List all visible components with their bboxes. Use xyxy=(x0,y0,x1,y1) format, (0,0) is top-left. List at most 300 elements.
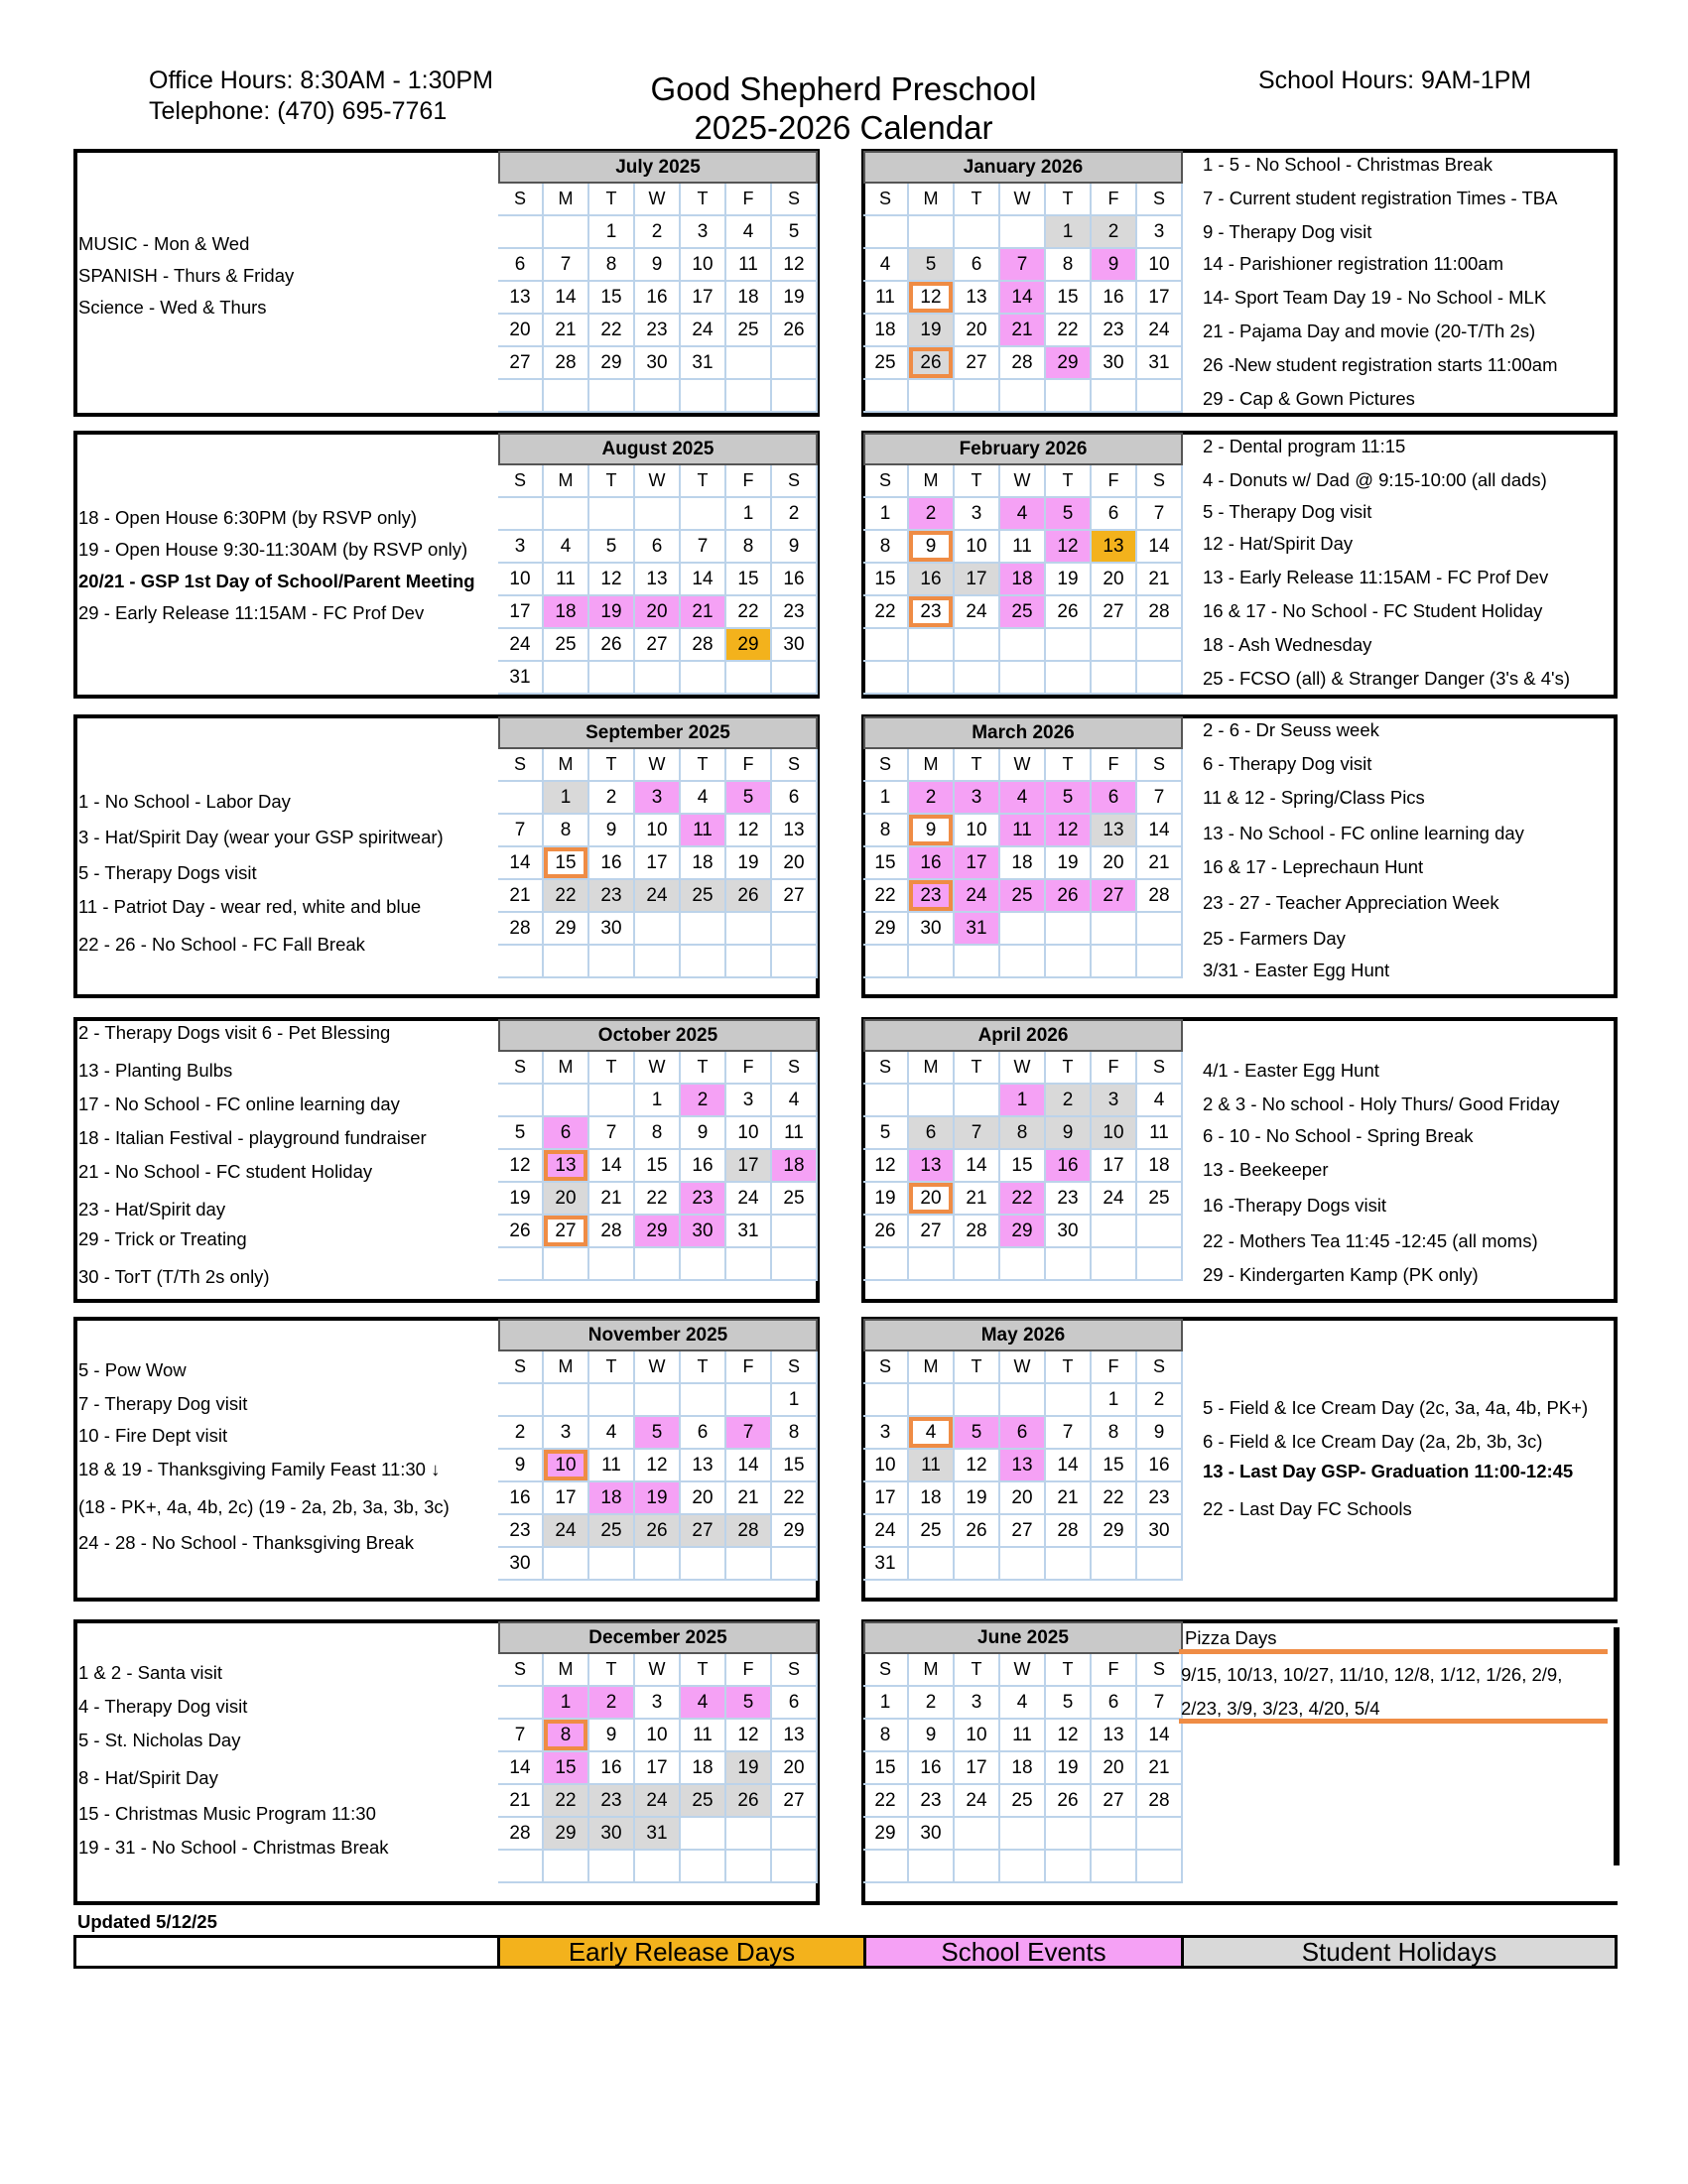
day-cell: 17 xyxy=(955,564,1000,596)
note-line: (18 - PK+, 4a, 4b, 2c) (19 - 2a, 2b, 3a, 3b, 3c) xyxy=(78,1496,450,1517)
weekday-header: S xyxy=(1137,1351,1183,1384)
day-cell: 5 xyxy=(498,1117,544,1150)
note-line: 26 -New student registration starts 11:00am xyxy=(1203,354,1558,375)
empty-cell xyxy=(589,1085,635,1117)
empty-cell xyxy=(955,1548,1000,1581)
day-cell: 23 xyxy=(909,880,955,913)
day-cell: 2 xyxy=(589,782,635,815)
weekday-header: T xyxy=(1046,1654,1092,1687)
day-cell: 27 xyxy=(1000,1515,1046,1548)
empty-cell xyxy=(1000,1384,1046,1417)
empty-cell xyxy=(635,662,681,695)
empty-cell xyxy=(1137,629,1183,662)
day-cell: 18 xyxy=(1000,847,1046,880)
month-title: May 2026 xyxy=(863,1319,1183,1351)
empty-cell xyxy=(1046,380,1092,413)
day-cell: 19 xyxy=(589,596,635,629)
day-cell: 18 xyxy=(1000,1752,1046,1785)
note-line: 29 - Trick or Treating xyxy=(78,1228,247,1249)
day-cell: 6 xyxy=(1092,1687,1137,1720)
day-cell: 16 xyxy=(909,564,955,596)
day-cell: 13 xyxy=(1092,815,1137,847)
empty-cell xyxy=(635,380,681,413)
day-cell: 8 xyxy=(863,531,909,564)
month-title: September 2025 xyxy=(498,716,818,749)
empty-cell xyxy=(1092,946,1137,978)
day-cell: 22 xyxy=(1000,1183,1046,1216)
month-grid xyxy=(498,465,818,695)
weekday-header: S xyxy=(863,1654,909,1687)
weekday-header: M xyxy=(544,1654,589,1687)
day-cell: 8 xyxy=(544,815,589,847)
note-line: MUSIC - Mon & Wed xyxy=(78,233,250,254)
day-cell: 31 xyxy=(498,662,544,695)
day-cell: 14 xyxy=(681,564,726,596)
day-cell: 13 xyxy=(1092,1720,1137,1752)
day-cell: 29 xyxy=(772,1515,818,1548)
day-cell: 12 xyxy=(1046,815,1092,847)
note-line: 5 - St. Nicholas Day xyxy=(78,1730,241,1750)
day-cell: 10 xyxy=(1137,249,1183,282)
note-line: 6 - Therapy Dog visit xyxy=(1203,753,1372,774)
note-line: 8 - Hat/Spirit Day xyxy=(78,1767,218,1788)
day-cell: 30 xyxy=(772,629,818,662)
month-grid xyxy=(863,749,1183,978)
day-cell: 26 xyxy=(726,880,772,913)
empty-cell xyxy=(544,1384,589,1417)
day-cell: 14 xyxy=(544,282,589,315)
empty-cell xyxy=(544,1851,589,1883)
day-cell: 19 xyxy=(863,1183,909,1216)
day-cell: 4 xyxy=(1000,782,1046,815)
day-cell: 27 xyxy=(544,1216,589,1248)
day-cell: 3 xyxy=(1092,1085,1137,1117)
day-cell: 27 xyxy=(772,880,818,913)
empty-cell xyxy=(772,913,818,946)
day-cell: 2 xyxy=(1046,1085,1092,1117)
day-cell: 25 xyxy=(1000,1785,1046,1818)
day-cell: 1 xyxy=(863,498,909,531)
day-cell: 6 xyxy=(909,1117,955,1150)
empty-cell xyxy=(863,216,909,249)
june-divider xyxy=(1614,1627,1620,1865)
day-cell: 14 xyxy=(1137,531,1183,564)
office-hours: Office Hours: 8:30AM - 1:30PM xyxy=(149,66,493,94)
day-cell: 26 xyxy=(772,315,818,347)
day-cell: 8 xyxy=(1000,1117,1046,1150)
empty-cell xyxy=(1092,629,1137,662)
day-cell: 6 xyxy=(1092,498,1137,531)
empty-cell xyxy=(1000,216,1046,249)
note-line: 4 - Donuts w/ Dad @ 9:15-10:00 (all dads) xyxy=(1203,469,1547,490)
empty-cell xyxy=(1000,380,1046,413)
day-cell: 18 xyxy=(772,1150,818,1183)
day-cell: 26 xyxy=(726,1785,772,1818)
empty-cell xyxy=(589,1248,635,1281)
weekday-header: M xyxy=(544,1351,589,1384)
weekday-header: W xyxy=(1000,184,1046,216)
day-cell: 22 xyxy=(635,1183,681,1216)
day-cell: 6 xyxy=(772,782,818,815)
day-cell: 1 xyxy=(635,1085,681,1117)
day-cell: 10 xyxy=(863,1450,909,1482)
day-cell: 10 xyxy=(955,815,1000,847)
day-cell: 23 xyxy=(909,596,955,629)
empty-cell xyxy=(681,913,726,946)
day-cell: 8 xyxy=(635,1117,681,1150)
day-cell: 21 xyxy=(1137,847,1183,880)
day-cell: 16 xyxy=(589,847,635,880)
day-cell: 15 xyxy=(772,1450,818,1482)
day-cell: 19 xyxy=(1046,847,1092,880)
day-cell: 1 xyxy=(544,1687,589,1720)
day-cell: 27 xyxy=(909,1216,955,1248)
note-line: 5 - Therapy Dog visit xyxy=(1203,501,1372,522)
day-cell: 19 xyxy=(772,282,818,315)
empty-cell xyxy=(863,662,909,695)
empty-cell xyxy=(1046,946,1092,978)
day-cell: 29 xyxy=(863,913,909,946)
empty-cell xyxy=(772,1248,818,1281)
weekday-header: T xyxy=(681,1654,726,1687)
day-cell: 12 xyxy=(635,1450,681,1482)
day-cell: 6 xyxy=(544,1117,589,1150)
day-cell: 11 xyxy=(1000,815,1046,847)
note-line: 5 - Field & Ice Cream Day (2c, 3a, 4a, 4b, PK+) xyxy=(1203,1397,1589,1418)
day-cell: 24 xyxy=(635,880,681,913)
day-cell: 22 xyxy=(544,880,589,913)
day-cell: 19 xyxy=(726,847,772,880)
empty-cell xyxy=(635,1851,681,1883)
day-cell: 11 xyxy=(544,564,589,596)
school-name: Good Shepherd Preschool xyxy=(650,70,1037,107)
empty-cell xyxy=(772,946,818,978)
weekday-header: W xyxy=(635,184,681,216)
weekday-header: S xyxy=(498,1654,544,1687)
empty-cell xyxy=(955,946,1000,978)
day-cell: 16 xyxy=(1092,282,1137,315)
month-march-2026 xyxy=(863,716,1183,978)
day-cell: 28 xyxy=(544,347,589,380)
day-cell: 19 xyxy=(635,1482,681,1515)
day-cell: 15 xyxy=(1046,282,1092,315)
empty-cell xyxy=(498,1085,544,1117)
weekday-header: M xyxy=(909,749,955,782)
empty-cell xyxy=(863,1851,909,1883)
day-cell: 7 xyxy=(1046,1417,1092,1450)
day-cell: 24 xyxy=(544,1515,589,1548)
day-cell: 9 xyxy=(909,1720,955,1752)
day-cell: 14 xyxy=(955,1150,1000,1183)
day-cell: 23 xyxy=(1046,1183,1092,1216)
day-cell: 21 xyxy=(544,315,589,347)
day-cell: 19 xyxy=(955,1482,1000,1515)
day-cell: 5 xyxy=(955,1417,1000,1450)
empty-cell xyxy=(1000,629,1046,662)
day-cell: 15 xyxy=(544,847,589,880)
empty-cell xyxy=(589,380,635,413)
empty-cell xyxy=(498,1687,544,1720)
day-cell: 10 xyxy=(635,1720,681,1752)
weekday-header: W xyxy=(635,1052,681,1085)
day-cell: 26 xyxy=(635,1515,681,1548)
empty-cell xyxy=(498,946,544,978)
day-cell: 17 xyxy=(863,1482,909,1515)
day-cell: 6 xyxy=(635,531,681,564)
day-cell: 20 xyxy=(498,315,544,347)
day-cell: 25 xyxy=(863,347,909,380)
day-cell: 9 xyxy=(1092,249,1137,282)
day-cell: 6 xyxy=(955,249,1000,282)
month-october-2025 xyxy=(498,1019,818,1281)
empty-cell xyxy=(955,1851,1000,1883)
weekday-header: S xyxy=(498,749,544,782)
day-cell: 1 xyxy=(726,498,772,531)
day-cell: 15 xyxy=(544,1752,589,1785)
day-cell: 5 xyxy=(1046,1687,1092,1720)
day-cell: 10 xyxy=(955,1720,1000,1752)
day-cell: 17 xyxy=(1137,282,1183,315)
day-cell: 18 xyxy=(544,596,589,629)
day-cell: 28 xyxy=(589,1216,635,1248)
month-january-2026 xyxy=(863,151,1183,413)
weekday-header: F xyxy=(1092,1654,1137,1687)
empty-cell xyxy=(772,1851,818,1883)
weekday-header: T xyxy=(955,1052,1000,1085)
day-cell: 31 xyxy=(955,913,1000,946)
day-cell: 1 xyxy=(863,1687,909,1720)
day-cell: 21 xyxy=(726,1482,772,1515)
empty-cell xyxy=(681,1384,726,1417)
note-line: 29 - Cap & Gown Pictures xyxy=(1203,388,1415,409)
weekday-header: F xyxy=(726,184,772,216)
day-cell: 17 xyxy=(955,1752,1000,1785)
empty-cell xyxy=(498,498,544,531)
weekday-header: T xyxy=(681,465,726,498)
day-cell: 22 xyxy=(544,1785,589,1818)
empty-cell xyxy=(1137,946,1183,978)
day-cell: 2 xyxy=(589,1687,635,1720)
day-cell: 27 xyxy=(1092,1785,1137,1818)
day-cell: 2 xyxy=(909,782,955,815)
day-cell: 15 xyxy=(863,847,909,880)
empty-cell xyxy=(726,1384,772,1417)
day-cell: 3 xyxy=(635,1687,681,1720)
day-cell: 12 xyxy=(726,815,772,847)
day-cell: 11 xyxy=(1137,1117,1183,1150)
weekday-header: W xyxy=(635,465,681,498)
day-cell: 29 xyxy=(863,1818,909,1851)
day-cell: 25 xyxy=(1000,880,1046,913)
note-line: 30 - TorT (T/Th 2s only) xyxy=(78,1266,270,1287)
day-cell: 28 xyxy=(726,1515,772,1548)
day-cell: 18 xyxy=(726,282,772,315)
day-cell: 30 xyxy=(909,1818,955,1851)
day-cell: 20 xyxy=(1092,847,1137,880)
empty-cell xyxy=(681,1248,726,1281)
month-april-2026 xyxy=(863,1019,1183,1281)
empty-cell xyxy=(955,629,1000,662)
note-line: 20/21 - GSP 1st Day of School/Parent Meeting xyxy=(78,571,475,591)
day-cell: 1 xyxy=(1092,1384,1137,1417)
day-cell: 9 xyxy=(635,249,681,282)
day-cell: 25 xyxy=(589,1515,635,1548)
empty-cell xyxy=(863,1384,909,1417)
month-grid xyxy=(863,1351,1183,1581)
empty-cell xyxy=(589,498,635,531)
day-cell: 15 xyxy=(726,564,772,596)
note-line: 13 - Last Day GSP- Graduation 11:00-12:45 xyxy=(1203,1461,1574,1481)
empty-cell xyxy=(498,782,544,815)
day-cell: 24 xyxy=(635,1785,681,1818)
month-title: January 2026 xyxy=(863,151,1183,184)
weekday-header: T xyxy=(955,184,1000,216)
empty-cell xyxy=(544,216,589,249)
day-cell: 26 xyxy=(1046,1785,1092,1818)
day-cell: 9 xyxy=(1046,1117,1092,1150)
day-cell: 23 xyxy=(589,880,635,913)
day-cell: 8 xyxy=(863,815,909,847)
weekday-header: M xyxy=(909,184,955,216)
day-cell: 26 xyxy=(909,347,955,380)
day-cell: 9 xyxy=(498,1450,544,1482)
day-cell: 24 xyxy=(955,880,1000,913)
note-line: 17 - No School - FC online learning day xyxy=(78,1093,400,1114)
note-line: 2 - 6 - Dr Seuss week xyxy=(1203,719,1379,740)
day-cell: 30 xyxy=(589,913,635,946)
day-cell: 9 xyxy=(1137,1417,1183,1450)
day-cell: 26 xyxy=(863,1216,909,1248)
day-cell: 8 xyxy=(726,531,772,564)
day-cell: 1 xyxy=(863,782,909,815)
note-line: 13 - Beekeeper xyxy=(1203,1159,1329,1180)
day-cell: 15 xyxy=(863,564,909,596)
day-cell: 14 xyxy=(498,847,544,880)
day-cell: 8 xyxy=(544,1720,589,1752)
day-cell: 27 xyxy=(1092,880,1137,913)
day-cell: 23 xyxy=(589,1785,635,1818)
month-grid xyxy=(863,1654,1183,1883)
weekday-header: T xyxy=(681,1351,726,1384)
day-cell: 27 xyxy=(498,347,544,380)
empty-cell xyxy=(1092,1851,1137,1883)
pizza-days-line-2: 2/23, 3/9, 3/23, 4/20, 5/4 xyxy=(1181,1698,1380,1719)
weekday-header: S xyxy=(772,749,818,782)
legend-student-holidays: Student Holidays xyxy=(1181,1935,1618,1969)
empty-cell xyxy=(1092,1216,1137,1248)
day-cell: 29 xyxy=(1046,347,1092,380)
empty-cell xyxy=(863,1248,909,1281)
empty-cell xyxy=(1046,1818,1092,1851)
day-cell: 12 xyxy=(498,1150,544,1183)
day-cell: 27 xyxy=(681,1515,726,1548)
month-may-2026 xyxy=(863,1319,1183,1581)
empty-cell xyxy=(681,1548,726,1581)
day-cell: 19 xyxy=(1046,564,1092,596)
weekday-header: T xyxy=(681,1052,726,1085)
day-cell: 11 xyxy=(681,1720,726,1752)
day-cell: 25 xyxy=(1137,1183,1183,1216)
weekday-header: S xyxy=(863,184,909,216)
empty-cell xyxy=(1000,662,1046,695)
note-line: 23 - 27 - Teacher Appreciation Week xyxy=(1203,892,1499,913)
weekday-header: S xyxy=(772,1654,818,1687)
month-title: April 2026 xyxy=(863,1019,1183,1052)
month-grid xyxy=(863,1052,1183,1281)
month-june-2025 xyxy=(863,1621,1183,1883)
empty-cell xyxy=(726,662,772,695)
weekday-header: T xyxy=(1046,1052,1092,1085)
day-cell: 3 xyxy=(544,1417,589,1450)
day-cell: 22 xyxy=(589,315,635,347)
day-cell: 18 xyxy=(863,315,909,347)
empty-cell xyxy=(909,216,955,249)
weekday-header: T xyxy=(1046,184,1092,216)
day-cell: 20 xyxy=(681,1482,726,1515)
weekday-header: F xyxy=(726,465,772,498)
day-cell: 22 xyxy=(772,1482,818,1515)
empty-cell xyxy=(544,498,589,531)
day-cell: 5 xyxy=(1046,782,1092,815)
day-cell: 2 xyxy=(635,216,681,249)
day-cell: 5 xyxy=(589,531,635,564)
weekday-header: F xyxy=(1092,749,1137,782)
weekday-header: F xyxy=(726,1654,772,1687)
day-cell: 21 xyxy=(1137,564,1183,596)
day-cell: 1 xyxy=(1000,1085,1046,1117)
day-cell: 2 xyxy=(909,498,955,531)
day-cell: 22 xyxy=(863,880,909,913)
note-line: 14 - Parishioner registration 11:00am xyxy=(1203,253,1504,274)
day-cell: 16 xyxy=(589,1752,635,1785)
day-cell: 20 xyxy=(772,1752,818,1785)
day-cell: 19 xyxy=(498,1183,544,1216)
day-cell: 24 xyxy=(955,596,1000,629)
day-cell: 8 xyxy=(772,1417,818,1450)
weekday-header: S xyxy=(1137,465,1183,498)
day-cell: 9 xyxy=(681,1117,726,1150)
day-cell: 10 xyxy=(726,1117,772,1150)
day-cell: 5 xyxy=(1046,498,1092,531)
note-line: Science - Wed & Thurs xyxy=(78,297,267,318)
weekday-header: S xyxy=(498,1351,544,1384)
empty-cell xyxy=(1046,1384,1092,1417)
empty-cell xyxy=(498,1384,544,1417)
day-cell: 14 xyxy=(589,1150,635,1183)
note-line: 16 & 17 - No School - FC Student Holiday xyxy=(1203,600,1543,621)
empty-cell xyxy=(726,913,772,946)
day-cell: 15 xyxy=(863,1752,909,1785)
day-cell: 7 xyxy=(726,1417,772,1450)
note-line: 24 - 28 - No School - Thanksgiving Break xyxy=(78,1532,414,1553)
day-cell: 18 xyxy=(589,1482,635,1515)
day-cell: 2 xyxy=(498,1417,544,1450)
day-cell: 13 xyxy=(544,1150,589,1183)
day-cell: 6 xyxy=(1000,1417,1046,1450)
weekday-header: S xyxy=(772,1351,818,1384)
weekday-header: F xyxy=(726,1351,772,1384)
day-cell: 6 xyxy=(681,1417,726,1450)
day-cell: 16 xyxy=(681,1150,726,1183)
day-cell: 10 xyxy=(544,1450,589,1482)
day-cell: 2 xyxy=(681,1085,726,1117)
weekday-header: T xyxy=(955,1654,1000,1687)
empty-cell xyxy=(726,1851,772,1883)
empty-cell xyxy=(772,1818,818,1851)
weekday-header: S xyxy=(863,1351,909,1384)
month-september-2025 xyxy=(498,716,818,978)
month-july-2025 xyxy=(498,151,818,413)
